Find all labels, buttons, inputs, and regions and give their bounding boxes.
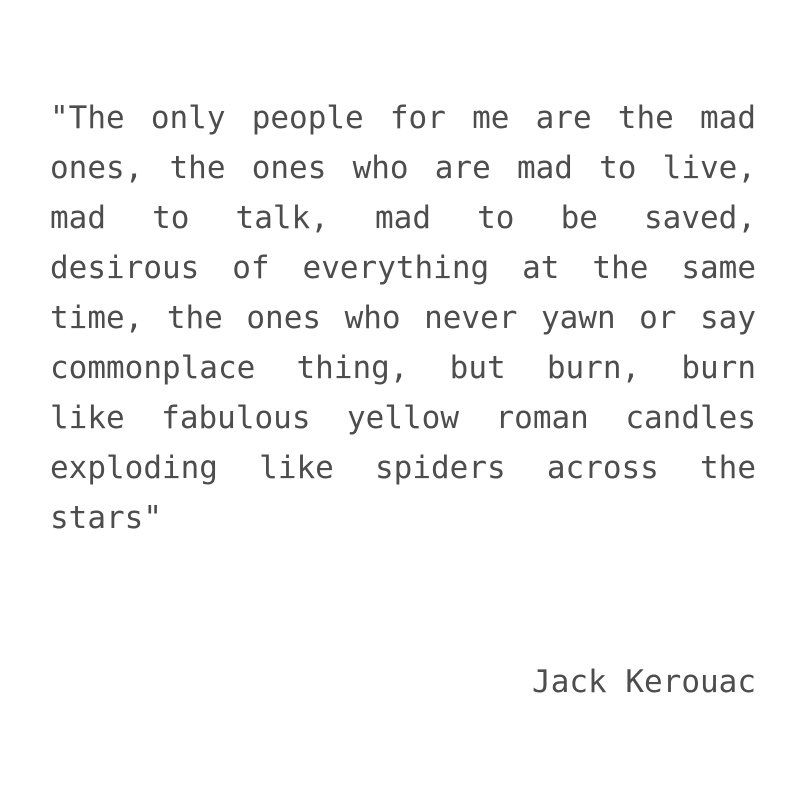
quote-author: Jack Kerouac — [532, 664, 756, 700]
quote-text: "The only people for me are the mad ones, the ones who are mad to live, mad to talk, mad to be saved, desirous of everything at the same time, the ones who never yawn or say commonplace thing, but burn, burn like fabulous yellow roman candles exploding like spiders across the stars" — [50, 100, 756, 536]
